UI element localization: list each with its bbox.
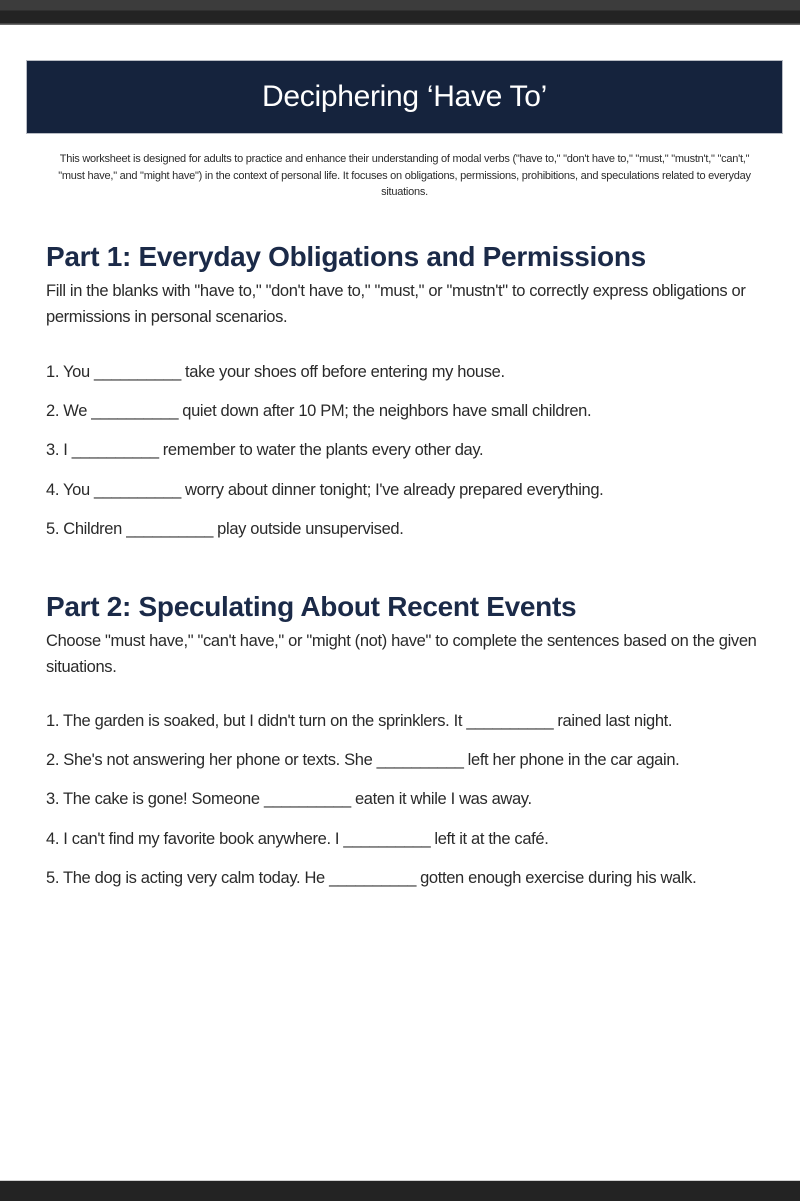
question-text-after: eaten it while I was away. xyxy=(350,790,532,809)
question-item xyxy=(46,431,766,470)
answer-blank[interactable]: __________ xyxy=(71,441,159,460)
answer-blank[interactable]: __________ xyxy=(466,712,554,730)
question-item xyxy=(46,780,766,819)
answer-blank[interactable]: __________ xyxy=(376,751,464,770)
worksheet-page xyxy=(26,60,783,887)
question-item xyxy=(46,392,766,431)
question-text-after: remember to water the plants every other day. xyxy=(158,441,484,460)
part2-question-list xyxy=(46,702,766,898)
part1-heading: Part 1: Everyday Obligations and Permissions xyxy=(46,241,646,272)
question-item xyxy=(46,510,766,549)
title-banner xyxy=(26,60,783,134)
question-text-after: left it at the café. xyxy=(430,829,549,848)
answer-blank[interactable]: __________ xyxy=(94,480,181,499)
answer-blank[interactable]: __________ xyxy=(91,402,179,421)
question-text-after: left her phone in the car again. xyxy=(463,751,680,770)
part2-section xyxy=(46,590,766,898)
question-item xyxy=(46,820,766,859)
question-text-after: take your shoes off before entering my house. xyxy=(180,363,505,381)
question-item xyxy=(46,741,766,780)
part1-question-list xyxy=(46,353,766,549)
part2-instructions: Choose "must have," "can't have," or "might (not) have" to complete the sentences based on the given situations. xyxy=(46,632,757,676)
question-text-before: 4. You xyxy=(46,480,95,499)
question-item xyxy=(46,353,766,392)
question-text-before: 4. I can't find my favorite book anywhere. I xyxy=(46,829,344,848)
viewer-bottom-bar xyxy=(0,1180,800,1201)
part2-heading: Part 2: Speculating About Recent Events xyxy=(46,591,577,622)
question-item xyxy=(46,471,766,510)
part1-section xyxy=(46,240,766,549)
question-text-before: 1. The garden is soaked, but I didn't turn on the sprinklers. It xyxy=(46,712,467,730)
document-title: Deciphering ‘Have To’ xyxy=(262,80,547,113)
answer-blank[interactable]: __________ xyxy=(263,790,351,809)
question-text-before: 3. The cake is gone! Someone xyxy=(46,790,264,809)
question-item xyxy=(46,859,766,898)
question-text-after: quiet down after 10 PM; the neighbors have small children. xyxy=(178,402,592,421)
answer-blank[interactable]: __________ xyxy=(343,829,431,848)
question-text-before: 2. We xyxy=(46,402,92,421)
question-text-after: rained last night. xyxy=(553,712,673,730)
question-text-before: 5. Children xyxy=(46,519,127,538)
answer-blank[interactable]: __________ xyxy=(126,519,213,538)
answer-blank[interactable]: __________ xyxy=(94,363,181,381)
question-text-before: 3. I xyxy=(46,441,72,460)
question-item xyxy=(46,702,766,741)
answer-blank[interactable]: __________ xyxy=(329,868,416,887)
viewer-top-bar xyxy=(0,0,800,25)
question-text-after: play outside unsupervised. xyxy=(212,519,404,538)
intro-paragraph: This worksheet is designed for adults to practice and enhance their understanding of modal verbs ("have to," "don't have to," "must," "mustn't," "can't," "must have," and "might have") in the context of personal life. It focuses on obligations, permissions, prohibitions, and speculations related to everyday situations. xyxy=(58,153,751,198)
question-text-before: 5. The dog is acting very calm today. He xyxy=(46,868,330,887)
question-text-before: 1. You xyxy=(46,363,95,381)
question-text-before: 2. She's not answering her phone or texts. She xyxy=(46,751,377,770)
question-text-after: gotten enough exercise during his walk. xyxy=(415,868,697,887)
part1-instructions: Fill in the blanks with "have to," "don't have to," "must," or "mustn't" to correctly express obligations or permissions in personal scenarios. xyxy=(46,282,746,326)
question-text-after: worry about dinner tonight; I've already prepared everything. xyxy=(180,480,604,499)
